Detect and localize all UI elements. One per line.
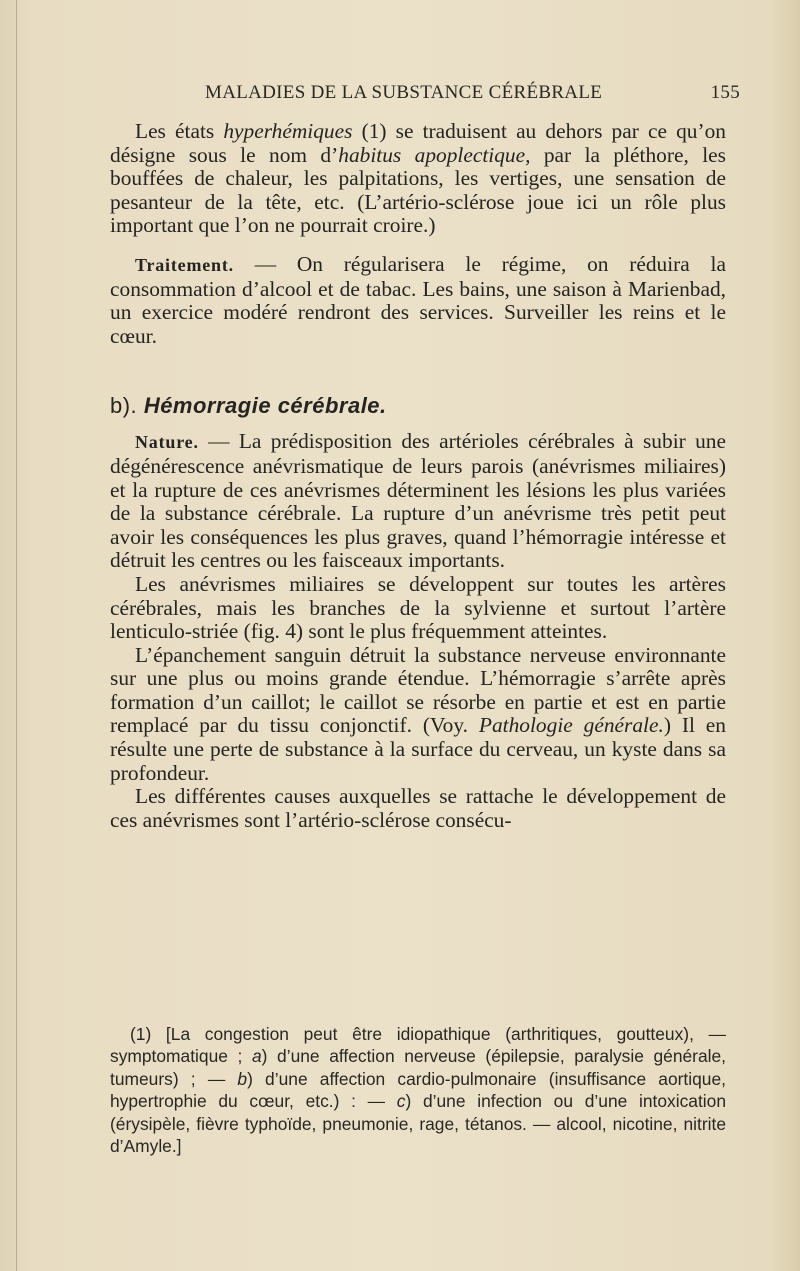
italic-reference: Pathologie générale. <box>478 713 664 738</box>
italic-term: hyperhémiques <box>223 119 353 143</box>
header-title: MALADIES DE LA SUBSTANCE CÉRÉBRALE <box>205 82 603 103</box>
text-run: (1) se traduisent au dehors par ce qu’on désigne sous le nom d’ <box>110 119 726 167</box>
text-run: Les états <box>135 119 224 143</box>
italic-letter: c <box>396 1091 406 1112</box>
text-run: — On régularisera le régime, on réduira la consommation d’alcool et de tabac. Les bains, une saison à Marienbad, un exercice modéré rendront des services. Surveiller les reins et le cœur. <box>110 251 726 348</box>
page-number: 155 <box>710 82 740 103</box>
section-heading <box>110 394 726 420</box>
italic-letter: b <box>237 1068 248 1089</box>
binding-edge <box>16 0 17 1271</box>
paragraph-traitement <box>110 253 726 348</box>
spacer <box>110 348 726 394</box>
italic-letter: a <box>251 1046 262 1067</box>
section-title: Hémorragie cérébrale. <box>143 393 387 419</box>
main-text <box>110 120 726 832</box>
italic-term: habitus apoplectique, <box>338 142 531 167</box>
text-run: ) Il en résulte une perte de substance à la surface du cerveau, un kyste dans sa profondeur. <box>110 713 727 785</box>
text-run: — La prédisposition des artérioles cérébrales à subir une dégénérescence anévrismatique de leurs parois (anévrismes miliaires) et la rupture de ces anévrismes déterminent les lésions les plus variées de la substance cérébrale. La rupture d’un anévrisme très petit peut avoir les conséquences les plus graves, quand l’hémorragie intéresse et détruit les centres ou les faisceaux importants. <box>110 429 726 573</box>
footnote-text <box>110 1023 726 1157</box>
paragraph-nature <box>110 430 726 573</box>
paragraph-causes: Les différentes causes auxquelles se rattache le développement de ces anévrismes sont l’artério-sclérose consécu- <box>110 784 726 832</box>
paragraph-anevrismes: Les anévrismes miliaires se développent sur toutes les artères cérébrales, mais les branches de la sylvienne et surtout l’artère lenticulo-striée (fig. 4) sont le plus fréquemment atteintes. <box>110 571 726 644</box>
text-run: L’épanchement sanguin détruit la substance nerveuse environnante sur une plus ou moins grande étendue. L’hémorragie s’arrête après formation d’un caillot; le caillot se résorbe en partie et est en partie remplacé par du tissu conjonctif. (Voy. <box>110 642 726 738</box>
text-run: par la pléthore, les bouffées de chaleur, les palpitations, les vertiges, une sensation de pesanteur de la tête, etc. (L’artério-sclérose joue ici un rôle plus important que l’on ne pourrait croire.) <box>110 142 726 238</box>
run-in-heading-nature: Nature. <box>135 432 199 453</box>
paragraph-epanchement <box>110 644 726 786</box>
text-run: ) d’une infection ou d’une intoxication (érysipèle, fièvre typhoïde, pneumonie, rage, tétanos. — alcool, nicotine, nitrite d’Amyle.] <box>110 1091 726 1157</box>
text-run: ) d’une affection cardio-pulmonaire (insuffisance aortique, hypertrophie du cœur, etc.) : — <box>110 1068 726 1112</box>
section-label: b). <box>110 393 138 419</box>
paragraph-hyperhemiques <box>110 120 726 238</box>
text-run: ) d’une affection nerveuse (épilepsie, paralysie générale, tumeurs) ; — <box>110 1046 727 1089</box>
run-in-heading-traitement: Traitement. <box>135 254 234 275</box>
spacer <box>110 238 726 253</box>
running-header <box>205 82 740 108</box>
footnote <box>110 1023 726 1157</box>
text-run: (1) [La congestion peut être idiopathique (arthritiques, goutteux), — symptomatique ; <box>110 1024 726 1067</box>
